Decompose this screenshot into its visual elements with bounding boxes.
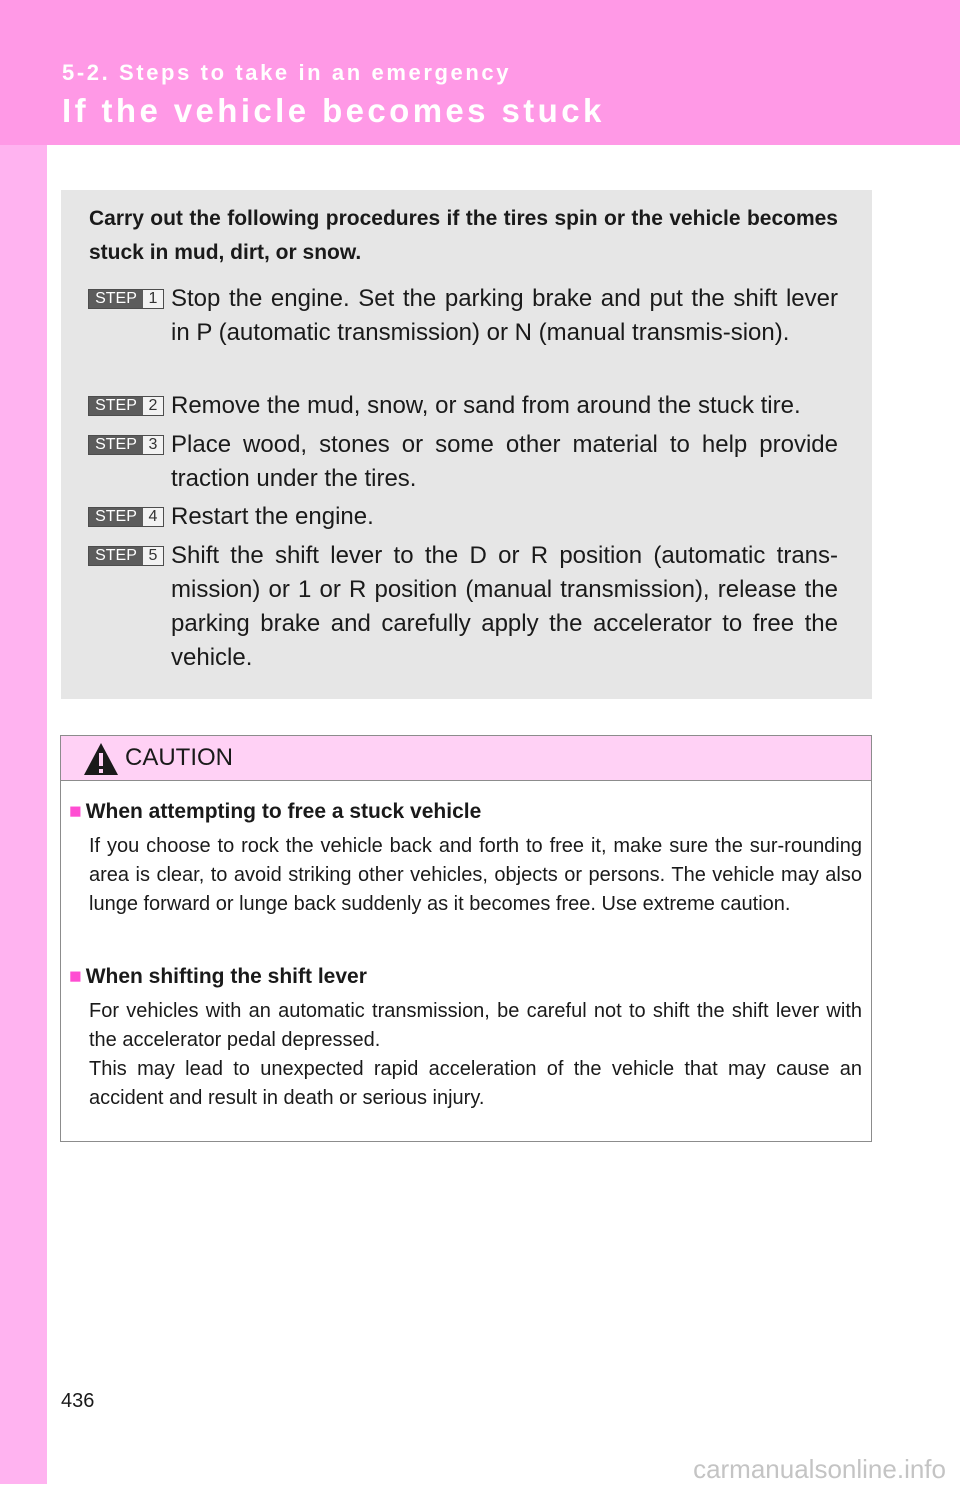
step-badge-number: 5 bbox=[143, 547, 163, 565]
page-number: 436 bbox=[61, 1390, 95, 1412]
warning-triangle-icon bbox=[83, 742, 119, 776]
step-badge bbox=[88, 289, 164, 309]
watermark: carmanualsonline.info bbox=[693, 1454, 946, 1484]
caution-heading-text: When attempting to free a stuck vehicle bbox=[85, 800, 482, 823]
step-text: Stop the engine. Set the parking brake and put the shift lever in P (automatic transmission) or N (manual transmis-sion). bbox=[171, 285, 838, 346]
step-text: Place wood, stones or some other material to help provide traction under the tires. bbox=[171, 431, 838, 492]
caution-box bbox=[60, 735, 872, 1142]
procedure-box bbox=[61, 190, 872, 699]
caution-heading bbox=[69, 796, 862, 828]
square-bullet-icon: ■ bbox=[69, 800, 82, 823]
step-badge-label: STEP bbox=[89, 436, 143, 454]
caution-heading bbox=[69, 961, 862, 993]
step-badge-number: 4 bbox=[143, 508, 163, 526]
step-text: Shift the shift lever to the D or R position (automatic trans-mission) or 1 or R position (manual transmission), release the parking brake and carefully apply the accelerator to free the vehicle. bbox=[171, 542, 838, 671]
step-badge-label: STEP bbox=[89, 290, 143, 308]
step-badge-number: 2 bbox=[143, 397, 163, 415]
caution-body: If you choose to rock the vehicle back and forth to free it, make sure the sur-rounding area is clear, to avoid striking other vehicles, objects or persons. The vehicle may also lunge forward or lunge back suddenly as it becomes free. Use extreme caution. bbox=[89, 835, 862, 915]
caution-title: CAUTION bbox=[125, 744, 233, 771]
caution-body: For vehicles with an automatic transmission, be careful not to shift the shift lever with the accelerator pedal depressed. bbox=[89, 1000, 862, 1051]
step-2 bbox=[88, 389, 838, 423]
page-title: If the vehicle becomes stuck bbox=[62, 92, 605, 129]
step-3 bbox=[88, 428, 838, 496]
caution-body-continued: This may lead to unexpected rapid acceleration of the vehicle that may cause an accident and result in death or serious injury. bbox=[89, 1058, 862, 1109]
step-badge-label: STEP bbox=[89, 508, 143, 526]
square-bullet-icon: ■ bbox=[69, 965, 82, 988]
page-header bbox=[0, 0, 960, 145]
intro-text: Carry out the following procedures if the tires spin or the vehicle becomes stuck in mud, dirt, or snow. bbox=[89, 207, 838, 264]
step-badge bbox=[88, 507, 164, 527]
section-label: 5-2. Steps to take in an emergency bbox=[62, 60, 512, 85]
caution-heading-text: When shifting the shift lever bbox=[85, 965, 367, 988]
step-badge bbox=[88, 546, 164, 566]
step-badge bbox=[88, 396, 164, 416]
caution-header bbox=[61, 736, 871, 781]
step-5 bbox=[88, 539, 838, 675]
caution-section-shift bbox=[69, 961, 862, 1113]
step-text: Restart the engine. bbox=[171, 503, 374, 530]
side-strip bbox=[0, 145, 47, 1484]
step-badge-number: 3 bbox=[143, 436, 163, 454]
step-badge-number: 1 bbox=[143, 290, 163, 308]
caution-section-stuck bbox=[69, 796, 862, 919]
step-badge-label: STEP bbox=[89, 547, 143, 565]
step-4 bbox=[88, 500, 838, 534]
step-1 bbox=[88, 282, 838, 350]
step-text: Remove the mud, snow, or sand from around the stuck tire. bbox=[171, 392, 801, 419]
step-badge-label: STEP bbox=[89, 397, 143, 415]
step-badge bbox=[88, 435, 164, 455]
